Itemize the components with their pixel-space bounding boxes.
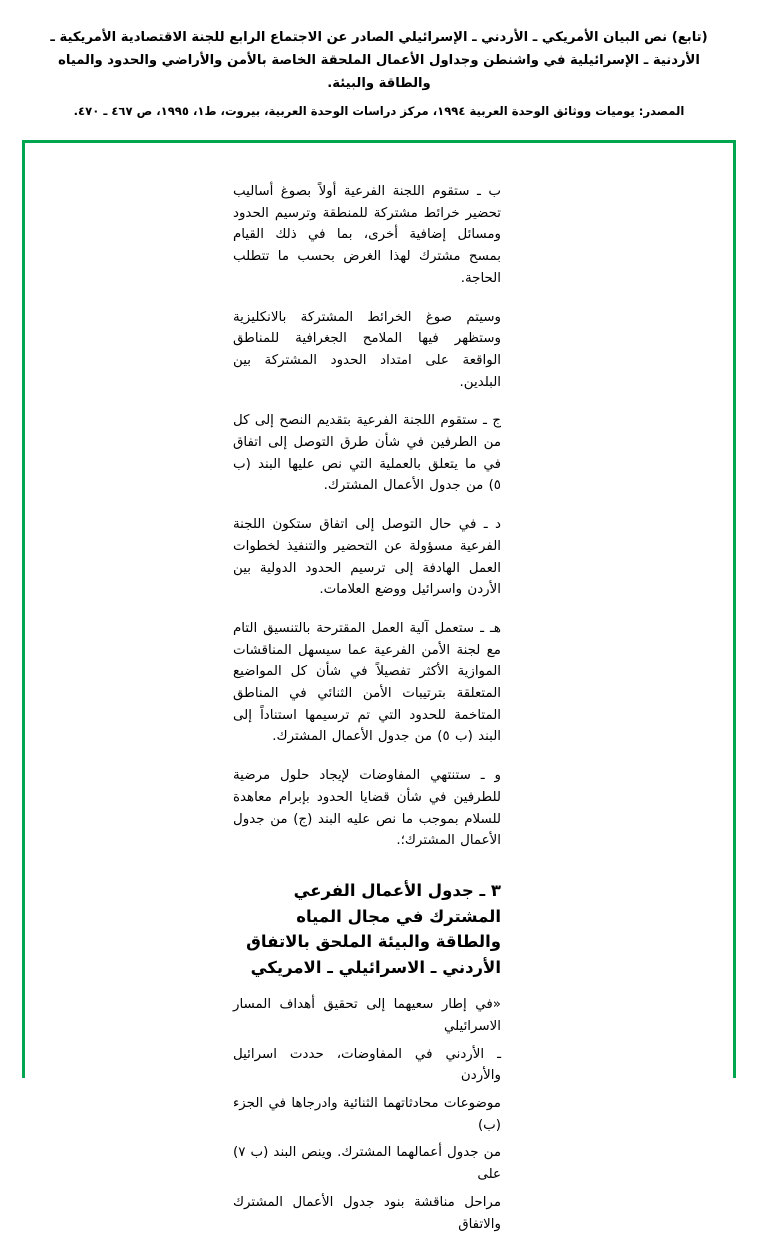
green-frame <box>22 140 736 1232</box>
paragraph-d: د ـ في حال التوصل إلى اتفاق ستكون اللجنة الفرعية مسؤولة عن التحضير والتنفيذ لخطوات العمل الهادفة إلى ترسيم الحدود الدولية بين الأردن واسرائيل ووضع العلامات. <box>233 517 501 598</box>
document-header <box>0 0 758 122</box>
paragraph-c: ج ـ ستقوم اللجنة الفرعية بتقديم النصح إلى كل من الطرفين في شأن طرق التوصل إلى اتفاق في ما يتعلق بالعملية التي نص عليها البند (ب ٥) من جدول الأعمال المشترك. <box>233 413 501 494</box>
page-title: (تابع) نص البيان الأمريكي ـ الأردني ـ الإسرائيلي الصادر عن الاجتماع الرابع للجنة الاقتصادية الأمريكية ـ الأردنية ـ الإسرائيلية في واشنطن وجداول الأعمال الملحقة الخاصة بالأمن والأراضي والحدود والمياه والطاقة والبيئة. <box>50 30 708 92</box>
quote-line-2: ـ الأردني في المفاوضات، حددت اسرائيل والأردن <box>233 1046 501 1084</box>
quote-line-1: «في إطار سعيهما إلى تحقيق أهداف المسار الاسرائيلي <box>233 997 501 1034</box>
paragraph-e: هـ ـ ستعمل آلية العمل المقترحة بالتنسيق التام مع لجنة الأمن الفرعية عما سيسهل المناقشات الموازية الأكثر تفصيلاً في شأن كل المواضيع المتعلقة بترتيبات الأمن الثنائي في المناطق المتاخمة للحدود التي تم ترسيمها استناداً إلى البند (ب ٥) من جدول الأعمال المشترك. <box>233 620 501 745</box>
paragraph-b: ب ـ ستقوم اللجنة الفرعية أولاً بصوغ أساليب تحضير خرائط مشتركة للمنطقة وترسيم الحدود ومسائل إضافية أخرى، بما في ذلك القيام بمسح مشترك لهذا الغرض بحسب ما تتطلب الحاجة. <box>233 184 501 286</box>
paragraph-f: و ـ ستنتهي المفاوضات لإيجاد حلول مرضية للطرفين في شأن قضايا الحدود بإبرام معاهدة للسلام بموجب ما نص عليه البند (ج) من جدول الأعمال المشترك؛. <box>233 768 501 849</box>
section-heading-3: ٣ ـ جدول الأعمال الفرعي المشترك في مجال المياه والطاقة والبيئة الملحق بالاتفاق الأردني ـ الاسرائيلي ـ الامريكي <box>246 880 501 977</box>
text-column <box>233 181 501 1235</box>
quote-line-5: مراحل مناقشة بنود جدول الأعمال المشترك والاتفاق <box>233 1194 501 1232</box>
quote-line-4: من جدول أعمالهما المشترك. وينص البند (ب ٧) على <box>233 1145 501 1183</box>
quote-line-3: موضوعات محادثاتهما الثنائية وادرجاها في الجزء (ب) <box>233 1096 501 1133</box>
source-line: المصدر: يوميات ووثائق الوحدة العربية ١٩٩٤، مركز دراسات الوحدة العربية، بيروت، ط١، ١٩٩٥، ص ٤٦٧ ـ ٤٧٠. <box>73 104 685 119</box>
document-body <box>25 143 733 1235</box>
paragraph-maps: وسيتم صوغ الخرائط المشتركة بالانكليزية وستظهر فيها الملامح الجغرافية للمناطق الواقعة على امتداد الحدود المشتركة بين البلدين. <box>233 309 501 390</box>
